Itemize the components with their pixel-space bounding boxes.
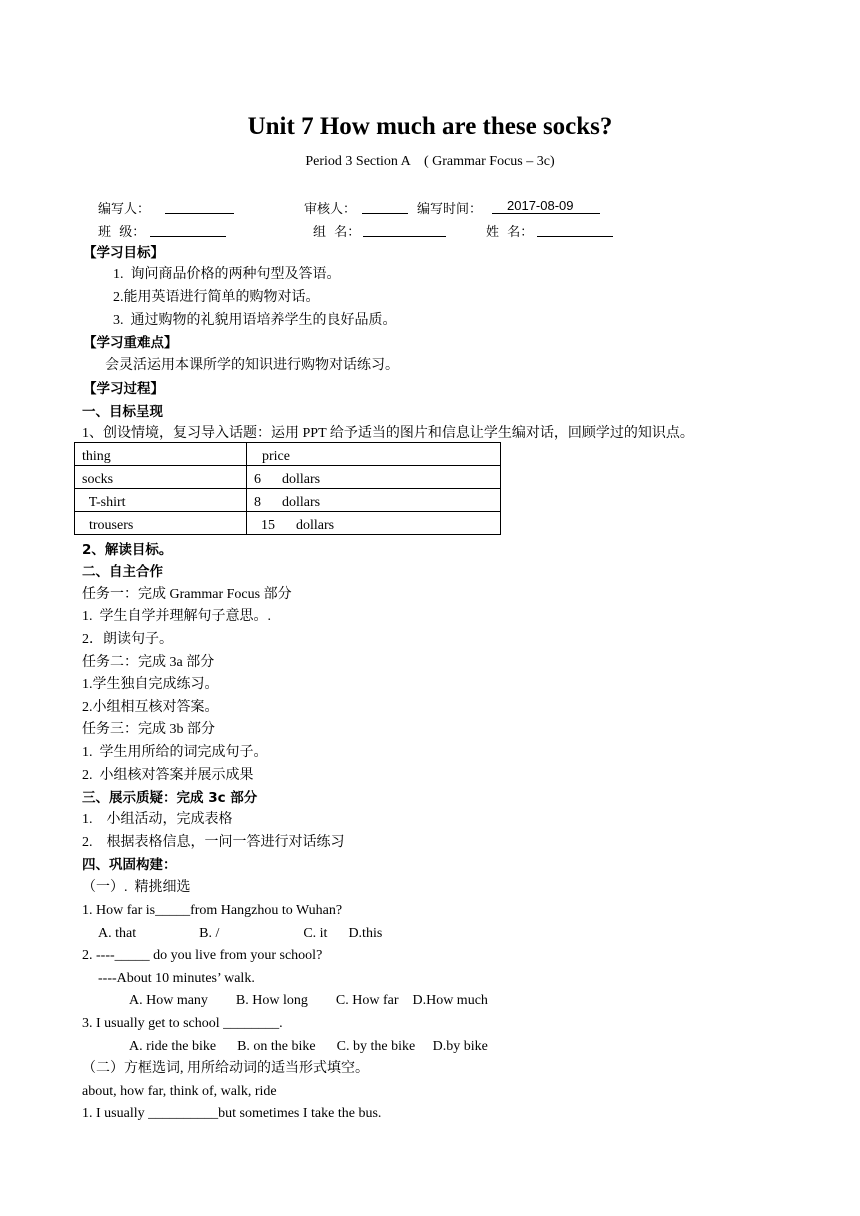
table-row bbox=[75, 489, 501, 512]
table-row bbox=[75, 512, 501, 535]
page-title: Unit 7 How much are these socks? bbox=[247, 113, 613, 140]
objective-item: 2.能用英语进行简单的购物对话。 bbox=[113, 290, 320, 305]
page-subtitle: Period 3 Section A ( Grammar Focus – 3c) bbox=[305, 154, 555, 169]
question-1-options: A. that B. / C. it D.this bbox=[98, 926, 383, 941]
table-cell: trousers bbox=[75, 512, 247, 535]
question-3: 3. I usually get to school ________. bbox=[82, 1016, 283, 1031]
table-header-row bbox=[75, 443, 501, 466]
sec2-line: 1. 学生自学并理解句子意思。. bbox=[82, 609, 271, 624]
class-label: 班 级： bbox=[98, 225, 146, 240]
sec3-line: 2. 根据表格信息，一问一答进行对话练习 bbox=[82, 835, 345, 850]
table-row bbox=[75, 466, 501, 489]
sec3-heading: 三、展示质疑：完成 3c 部分 bbox=[82, 790, 258, 806]
objective-item: 3. 通过购物的礼貌用语培养学生的良好品质。 bbox=[113, 313, 397, 328]
question-2: 2. ----_____ do you live from your school? bbox=[82, 948, 323, 963]
reviewer-blank bbox=[362, 198, 408, 214]
sec3-line: 1. 小组活动，完成表格 bbox=[82, 812, 233, 827]
name-label: 姓 名： bbox=[486, 225, 534, 240]
sec2-heading: 二、自主合作 bbox=[82, 564, 163, 580]
price-table bbox=[74, 442, 501, 535]
reviewer-label: 审核人： bbox=[304, 202, 357, 217]
word-box: about, how far, think of, walk, ride bbox=[82, 1084, 277, 1099]
question-2-options: A. How many B. How long C. How far D.How much bbox=[129, 993, 488, 1008]
group-blank bbox=[363, 221, 446, 237]
objective-item: 1. 询问商品价格的两种句型及答语。 bbox=[113, 267, 341, 282]
table-cell: 6 dollars bbox=[247, 466, 501, 489]
name-blank bbox=[537, 221, 613, 237]
table-cell: 8 dollars bbox=[247, 489, 501, 512]
group-label: 组 名： bbox=[313, 225, 361, 240]
table-cell: 15 dollars bbox=[247, 512, 501, 535]
writer-label: 编写人： bbox=[98, 202, 151, 217]
class-blank bbox=[150, 221, 226, 237]
writer-blank bbox=[165, 198, 234, 214]
question-1: 1. How far is_____from Hangzhou to Wuhan? bbox=[82, 903, 343, 918]
key-points-text: 会灵活运用本课所学的知识进行购物对话练习。 bbox=[105, 358, 399, 373]
sec1-intro: 1、创设情境，复习导入话题：运用 PPT 给予适当的图片和信息让学生编对话，回顾学过的知识点。 bbox=[82, 426, 694, 441]
table-cell: T-shirt bbox=[75, 489, 247, 512]
sec2-line: 任务二：完成 3a 部分 bbox=[82, 655, 215, 670]
question-2-answer: ----About 10 minutes’ walk. bbox=[98, 971, 255, 986]
sec2-line: 2．朗读句子。 bbox=[82, 632, 173, 647]
sec4-part2: （二）方框选词, 用所给动词的适当形式填空。 bbox=[82, 1061, 369, 1076]
sec1-step2: 2、解读目标。 bbox=[82, 542, 173, 558]
sec2-line: 任务一：完成 Grammar Focus 部分 bbox=[82, 587, 292, 602]
sec4-part1: （一）. 精挑细选 bbox=[82, 880, 191, 895]
table-header-cell: thing bbox=[75, 443, 247, 466]
fill-question-1: 1. I usually __________but sometimes I take the bus. bbox=[82, 1106, 382, 1121]
sec4-heading: 四、巩固构建： bbox=[82, 857, 177, 873]
table-header-cell: price bbox=[247, 443, 501, 466]
sec2-line: 1. 学生用所给的词完成句子。 bbox=[82, 745, 268, 760]
time-label: 编写时间： bbox=[417, 202, 483, 217]
objectives-heading: 【学习目标】 bbox=[83, 245, 164, 261]
sec1-heading: 一、目标呈现 bbox=[82, 404, 163, 420]
table-cell: socks bbox=[75, 466, 247, 489]
process-heading: 【学习过程】 bbox=[83, 381, 164, 397]
time-value: 2017-08-09 bbox=[507, 198, 574, 213]
sec2-line: 1.学生独自完成练习。 bbox=[82, 677, 219, 692]
sec2-line: 任务三：完成 3b 部分 bbox=[82, 722, 215, 737]
question-3-options: A. ride the bike B. on the bike C. by the bike D.by bike bbox=[129, 1039, 488, 1054]
sec2-line: 2.小组相互核对答案。 bbox=[82, 700, 219, 715]
sec2-line: 2. 小组核对答案并展示成果 bbox=[82, 768, 254, 783]
key-points-heading: 【学习重难点】 bbox=[83, 335, 178, 351]
